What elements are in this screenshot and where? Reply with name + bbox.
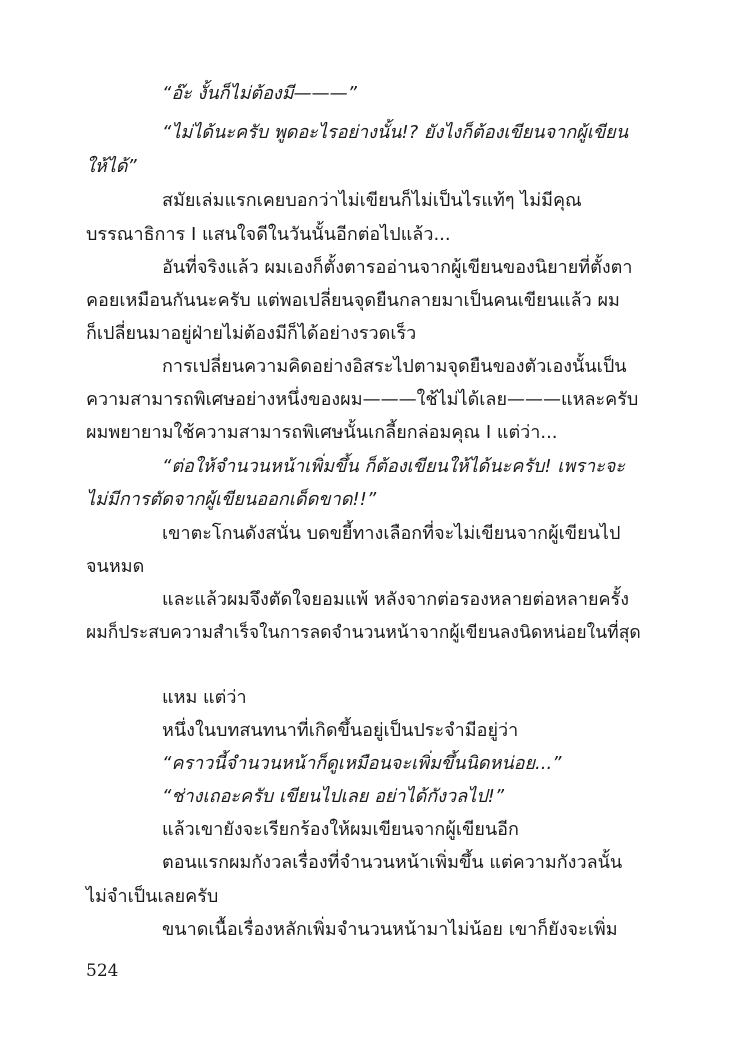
text-line: อันที่จริงแล้ว ผมเองก็ตั้งตารออ่านจากผู้เขียนของนิยายที่ตั้งตา bbox=[162, 257, 633, 278]
text-line: “คราวนี้จำนวนหน้าก็ดูเหมือนจะเพิ่มขึ้นนิดหน่อย...” bbox=[162, 753, 562, 774]
text-line: “ช่างเถอะครับ เขียนไปเลย อย่าได้กังวลไป!” bbox=[162, 786, 505, 807]
text-line: “ไม่ได้นะครับ พูดอะไรอย่างนั้น!? ยังไงก็ต้องเขียนจากผู้เขียน bbox=[162, 122, 629, 143]
text-line: แล้วเขายังจะเรียกร้องให้ผมเขียนจากผู้เขียนอีก bbox=[162, 819, 519, 840]
text-line: “ต่อให้จำนวนหน้าเพิ่มขึ้น ก็ต้องเขียนให้ได้นะครับ! เพราะจะ bbox=[162, 456, 625, 477]
text-line: ไม่มีการตัดจากผู้เขียนออกเด็ดขาด!!” bbox=[86, 489, 377, 510]
text-line: คอยเหมือนกันนะครับ แต่พอเปลี่ยนจุดยืนกลายมาเป็นคนเขียนแล้ว ผม bbox=[86, 290, 620, 311]
text-line: ก็เปลี่ยนมาอยู่ฝ่ายไม่ต้องมีก็ได้อย่างรวดเร็ว bbox=[86, 323, 417, 344]
text-line: จนหมด bbox=[86, 556, 145, 577]
text-line: การเปลี่ยนความคิดอย่างอิสระไปตามจุดยืนของตัวเองนั้นเป็น bbox=[162, 356, 627, 377]
text-line: ผมพยายามใช้ความสามารถพิเศษนั้นเกลี้ยกล่อมคุณ I แต่ว่า... bbox=[86, 422, 558, 443]
text-line: “อ๊ะ งั้นก็ไม่ต้องมี———” bbox=[162, 83, 357, 104]
text-line: หนึ่งในบทสนทนาที่เกิดขึ้นอยู่เป็นประจำมีอยู่ว่า bbox=[162, 720, 519, 741]
text-line: ตอนแรกผมกังวลเรื่องที่จำนวนหน้าเพิ่มขึ้น แต่ความกังวลนั้น bbox=[162, 852, 623, 873]
text-line: เขาตะโกนดังสนั่น บดขยี้ทางเลือกที่จะไม่เขียนจากผู้เขียนไป bbox=[162, 523, 621, 544]
text-line: แหม แต่ว่า bbox=[162, 687, 247, 708]
text-line: ผมก็ประสบความสำเร็จในการลดจำนวนหน้าจากผู้เขียนลงนิดหน่อยในที่สุด bbox=[86, 623, 641, 643]
text-line: ความสามารถพิเศษอย่างหนึ่งของผม———ใช้ไม่ได้เลย———แหละครับ bbox=[86, 389, 639, 410]
text-line: ให้ได้” bbox=[86, 156, 137, 177]
text-line: ขนาดเนื้อเรื่องหลักเพิ่มจำนวนหน้ามาไม่น้อย เขาก็ยังจะเพิ่ม bbox=[162, 919, 618, 940]
text-line: สมัยเล่มแรกเคยบอกว่าไม่เขียนก็ไม่เป็นไรแท้ๆ ไม่มีคุณ bbox=[162, 190, 582, 211]
text-line: ไม่จำเป็นเลยครับ bbox=[86, 886, 219, 907]
page-number: 524 bbox=[86, 961, 119, 981]
text-line: และแล้วผมจึงตัดใจยอมแพ้ หลังจากต่อรองหลายต่อหลายครั้ง bbox=[162, 589, 630, 610]
text-line: บรรณาธิการ I แสนใจดีในวันนั้นอีกต่อไปแล้ว... bbox=[86, 224, 451, 245]
